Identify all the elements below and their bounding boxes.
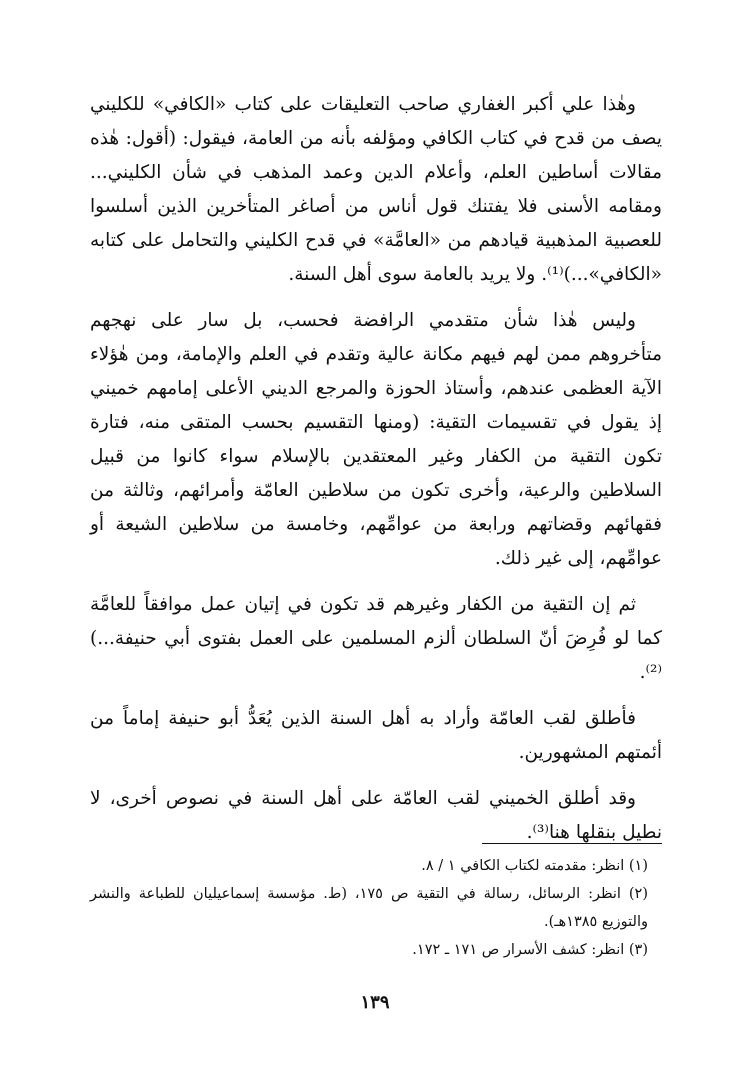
page-number: ١٣٩: [360, 992, 390, 1013]
footnote-2: (٢) انظر: الرسائل، رسالة في التقية ص ١٧٥، (ط. مؤسسة إسماعيليان للطباعة والنشر والتوزيع ١٣٨٥هـ).: [90, 886, 648, 930]
footnote-3: (٣) انظر: كشف الأسرار ص ١٧١ ـ ١٧٢.: [412, 942, 648, 958]
paragraph-5: وقد أطلق الخميني لقب العامّة على أهل السنة في نصوص أخرى، لا نطيل بنقلها هنا⁽³⁾.: [90, 788, 662, 843]
paragraph-3: ثم إن التقية من الكفار وغيرهم قد تكون في إتيان عمل موافقاً للعامَّة كما لو فُرِضَ أنّ السلطان ألزم المسلمين على العمل بفتوى أبي حنيفة...)⁽²⁾.: [90, 594, 662, 683]
footnotes: [90, 852, 662, 964]
paragraph-4: فأطلق لقب العامّة وأراد به أهل السنة الذين يُعَدُّ أبو حنيفة إماماً من أئمتهم المشهورين.: [90, 708, 662, 763]
paragraph-2: وليس هٰذا شأن متقدمي الرافضة فحسب، بل سار على نهجهم متأخروهم ممن لهم فيهم مكانة عالية وتقدم في العلم والإمامة، ومن هٰؤلاء الآية العظمى عندهم، وأستاذ الحوزة والمرجع الديني الأعلى إمامهم خميني إذ يقول في تقسيمات التقية: (ومنها التقسيم بحسب المتقى منه، فتارة تكون التقية من الكفار وغير المعتقدين بالإسلام سواء كانوا من قبيل السلاطين والرعية، وأخرى تكون من سلاطين العامّة وأمرائهم، وثالثة من فقهائهم وقضاتهم ورابعة من عوامِّهم، وخامسة من سلاطين الشيعة أو عوامِّهم، إلى غير ذلك.: [90, 310, 662, 569]
footnote-separator: [482, 843, 662, 844]
main-text: [90, 88, 662, 862]
paragraph-1: وهٰذا علي أكبر الغفاري صاحب التعليقات على كتاب «الكافي» للكليني يصف من قدح في كتاب الكافي ومؤلفه بأنه من العامة، فيقول: (أقول: هٰذه مقالات أساطين العلم، وأعلام الدين وعمد المذهب في شأن الكليني... ومقامه الأسنى فلا يفتنك قول أناس من أصاغر المتأخرين الذين أسلسوا للعصبية المذهبية قيادهم من «العامَّة» في قدح الكليني والتحامل على كتابه «الكافي»...)⁽¹⁾. ولا يريد بالعامة سوى أهل السنة.: [90, 94, 662, 285]
footnote-1: (١) انظر: مقدمته لكتاب الكافي ١ / ٨.: [421, 858, 648, 874]
